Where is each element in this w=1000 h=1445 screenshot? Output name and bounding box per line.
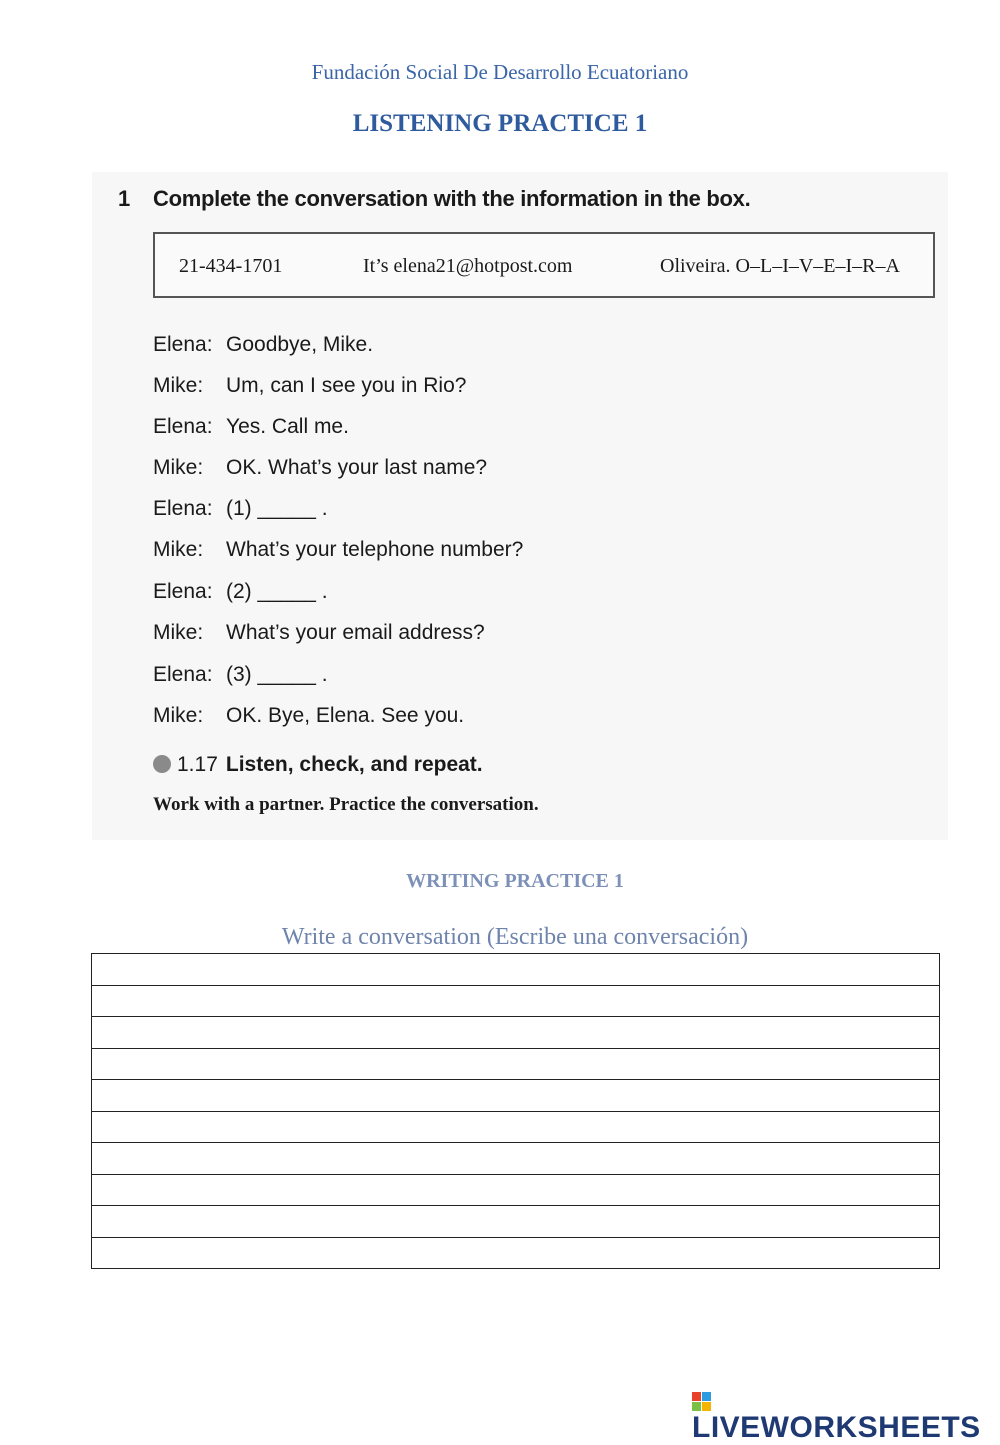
logo-square xyxy=(692,1392,701,1401)
writing-line[interactable] xyxy=(92,1111,940,1143)
speaker-name: Mike: xyxy=(153,704,204,727)
dialogue-text: Yes. Call me. xyxy=(226,415,349,438)
exercise-instruction: Complete the conversation with the information in the box. xyxy=(153,186,751,211)
listen-instruction xyxy=(153,753,483,777)
speaker-name: Elena: xyxy=(153,415,213,438)
writing-line[interactable] xyxy=(92,1237,940,1269)
writing-line[interactable] xyxy=(92,1143,940,1175)
speaker-name: Elena: xyxy=(153,497,213,520)
logo-square xyxy=(692,1402,701,1411)
info-box-email: It’s elena21@hotpost.com xyxy=(363,255,573,277)
organization-name: Fundación Social De Desarrollo Ecuatoriano xyxy=(311,60,689,84)
answer-blank-2[interactable]: (2) _____ . xyxy=(226,580,328,603)
speaker-name: Elena: xyxy=(153,333,213,356)
info-box-phone: 21-434-1701 xyxy=(179,255,283,277)
writing-subtitle: Write a conversation (Escribe una conversación) xyxy=(281,924,749,950)
writing-lines xyxy=(91,953,940,1269)
writing-line[interactable] xyxy=(92,1080,940,1112)
logo-text: LIVEWORKSHEETS xyxy=(692,1411,981,1444)
dialogue-text: OK. What’s your last name? xyxy=(226,456,488,479)
speaker-name: Elena: xyxy=(153,663,213,686)
writing-line[interactable] xyxy=(92,1174,940,1206)
track-number: 1.17 xyxy=(177,753,218,776)
page-title: LISTENING PRACTICE 1 xyxy=(352,110,648,137)
exercise-number: 1 xyxy=(118,186,131,211)
partner-instruction: Work with a partner. Practice the conversation. xyxy=(153,794,539,815)
speaker-name: Mike: xyxy=(153,621,204,644)
writing-line[interactable] xyxy=(92,1017,940,1049)
liveworksheets-logo[interactable] xyxy=(692,1374,1000,1445)
speaker-name: Elena: xyxy=(153,580,213,603)
answer-blank-3[interactable]: (3) _____ . xyxy=(226,663,328,686)
audio-cd-icon xyxy=(153,755,171,773)
logo-square xyxy=(702,1402,711,1411)
speaker-name: Mike: xyxy=(153,374,204,397)
writing-line[interactable] xyxy=(92,954,940,986)
info-box xyxy=(153,232,935,298)
dialogue-text: Goodbye, Mike. xyxy=(226,333,374,356)
info-box-surname: Oliveira. O–L–I–V–E–I–R–A xyxy=(660,255,900,277)
dialogue-text: What’s your email address? xyxy=(226,621,485,644)
dialogue-text: Um, can I see you in Rio? xyxy=(226,374,467,397)
dialogue-text: What’s your telephone number? xyxy=(226,538,524,561)
speaker-name: Mike: xyxy=(153,538,204,561)
writing-line[interactable] xyxy=(92,985,940,1017)
writing-line[interactable] xyxy=(92,1048,940,1080)
liveworksheets-logo-icon xyxy=(692,1392,711,1411)
listen-text: Listen, check, and repeat. xyxy=(225,753,483,776)
writing-title: WRITING PRACTICE 1 xyxy=(406,870,624,892)
speaker-name: Mike: xyxy=(153,456,204,479)
answer-blank-1[interactable]: (1) _____ . xyxy=(226,497,328,520)
writing-line[interactable] xyxy=(92,1206,940,1238)
dialogue-text: OK. Bye, Elena. See you. xyxy=(226,704,465,727)
logo-square xyxy=(702,1392,711,1401)
